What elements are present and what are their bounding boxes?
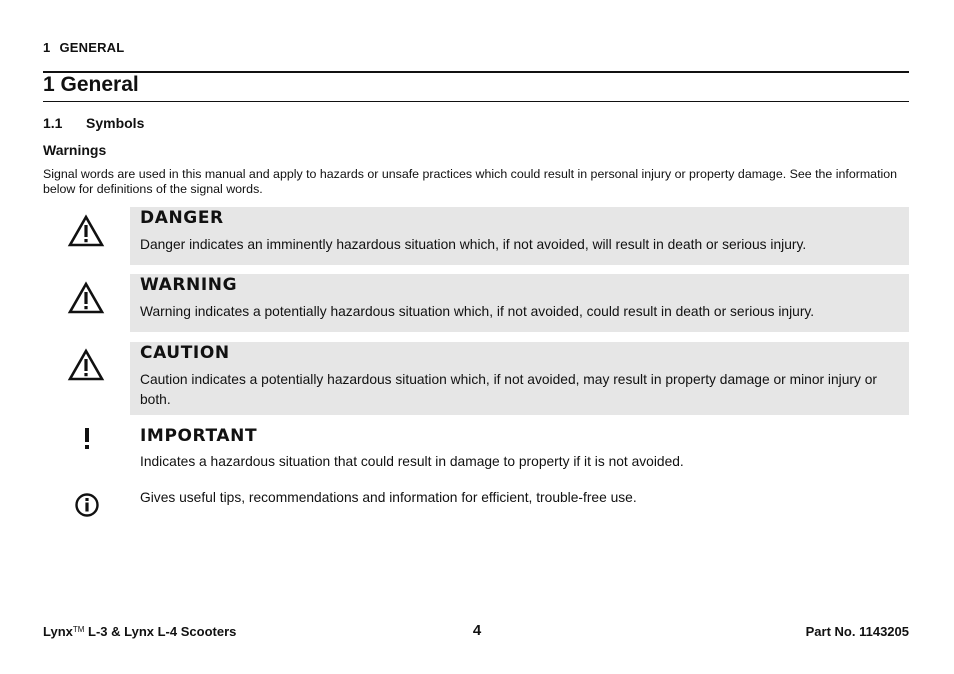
caution-signal-word: CAUTION <box>140 343 230 363</box>
important-box <box>130 425 909 477</box>
running-head-title: GENERAL <box>59 40 125 55</box>
warning-description: Warning indicates a potentially hazardous situation which, if not avoided, could result in death or serious injury. <box>140 304 815 319</box>
danger-box <box>130 207 909 265</box>
caution-box <box>130 342 909 415</box>
footer-product-models: L-3 & Lynx L-4 Scooters <box>84 624 237 639</box>
important-signal-word: IMPORTANT <box>140 426 258 446</box>
footer-product-name: Lynx <box>43 624 73 639</box>
trademark-symbol: TM <box>72 625 85 634</box>
page-number: 4 <box>472 622 482 639</box>
intro-paragraph: Signal words are used in this manual and apply to hazards or unsafe practices which could result in personal injury or property damage. See the information below for definitions of the signal words. <box>43 167 898 196</box>
chapter-rule-bottom <box>43 101 909 102</box>
section-number: 1.1 <box>43 115 63 131</box>
exclamation-icon <box>80 427 94 451</box>
danger-signal-word: DANGER <box>140 208 224 228</box>
info-box <box>130 483 909 513</box>
warning-triangle-icon <box>67 281 105 315</box>
info-description: Gives useful tips, recommendations and information for efficient, trouble-free use. <box>140 490 637 505</box>
warning-signal-word: WARNING <box>140 275 238 295</box>
warning-box <box>130 274 909 332</box>
section-heading <box>43 115 144 131</box>
danger-description: Danger indicates an imminently hazardous situation which, if not avoided, will result in death or serious injury. <box>140 237 807 252</box>
warning-triangle-icon <box>67 214 105 248</box>
running-head-number: 1 <box>43 40 51 55</box>
subsection-title: Warnings <box>43 142 107 158</box>
chapter-rule-top <box>43 71 909 73</box>
warning-triangle-icon <box>67 348 105 382</box>
chapter-title: 1 General <box>43 73 139 96</box>
running-head <box>43 40 124 55</box>
footer-part-number: Part No. 1143205 <box>805 624 909 639</box>
caution-description: Caution indicates a potentially hazardous situation which, if not avoided, may result in property damage or minor injury or both. <box>140 372 877 407</box>
section-title: Symbols <box>86 115 145 131</box>
important-description: Indicates a hazardous situation that could result in damage to property if it is not avoided. <box>140 454 684 469</box>
info-icon <box>73 491 101 519</box>
